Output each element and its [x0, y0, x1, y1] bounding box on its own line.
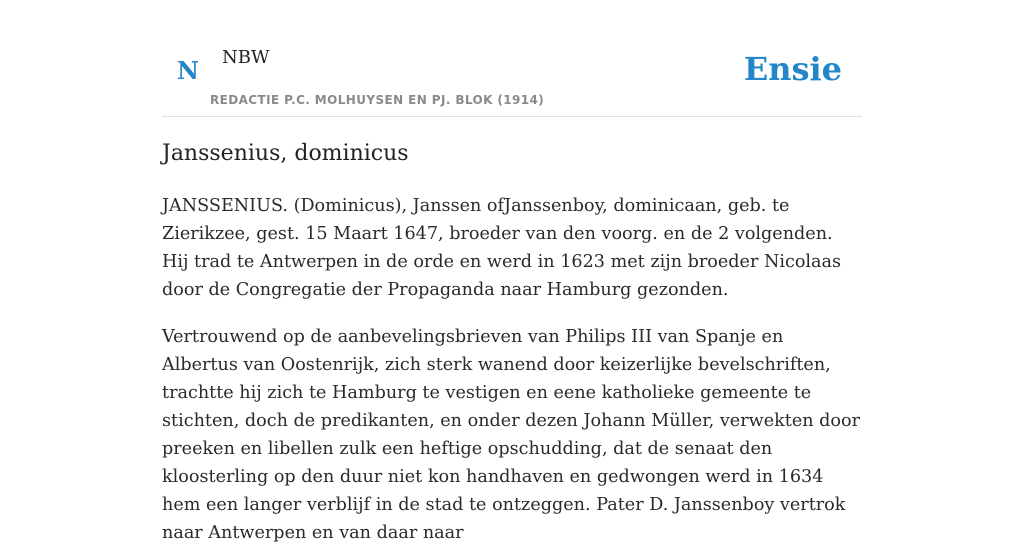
source-logo[interactable]: N: [177, 56, 199, 85]
article-paragraph: Vertrouwend op de aanbevelingsbrieven van Philips III van Spanje en Albertus van Oostenrijk, zich sterk wanend door keizerlijke bevelschriften, trachtte hij zich te Hamburg te vestigen en eene katholieke gemeente te stichten, doch de predikanten, en onder dezen Johann Müller, verwekten door preeken en libellen zulk een heftige opschudding, dat de senaat den kloosterling op den duur niet kon handhaven en gedwongen werd in 1634 hem een langer verblijf in de stad te ontzeggen. Pater D. Janssenboy vertrok naar Antwerpen en van daar naar: [162, 327, 861, 543]
header: [162, 0, 862, 117]
source-subtitle: REDACTIE P.C. MOLHUYSEN EN PJ. BLOK (1914): [210, 93, 545, 107]
article-title: Janssenius, dominicus: [162, 141, 409, 166]
brand-logo-link[interactable]: Ensie: [743, 50, 842, 88]
article: [162, 138, 862, 547]
article-paragraph: JANSSENIUS. (Dominicus), Janssen ofJanssenboy, dominicaan, geb. te Zierikzee, gest. 15 Maart 1647, broeder van den voorg. en de 2 volgenden. Hij trad te Antwerpen in de orde en werd in 1623 met zijn broeder Nicolaas door de Congregatie der Propaganda naar Hamburg gezonden.: [162, 196, 842, 300]
source-name-link[interactable]: NBW: [222, 47, 270, 68]
